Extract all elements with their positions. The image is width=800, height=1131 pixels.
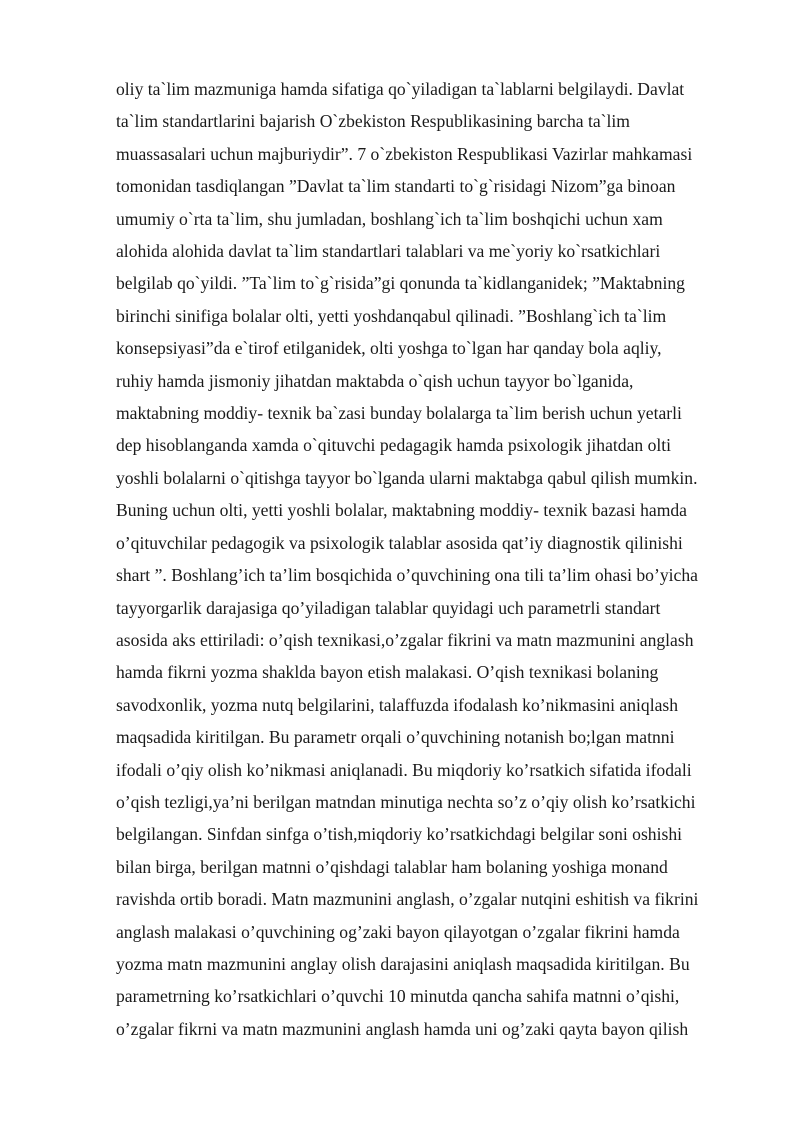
text-line: maktabning moddiy- texnik ba`zasi bunday bolalarga ta`lim berish uchun yetarli xyxy=(116,403,682,424)
text-line: tomonidan tasdiqlangan ”Davlat ta`lim standarti to`g`risidagi Nizom”ga binoan xyxy=(116,176,676,197)
text-line: bilan birga, berilgan matnni o’qishdagi talablar ham bolaning yoshiga monand xyxy=(116,856,668,877)
text-line: anglash malakasi o’quvchining og’zaki bayon qilayotgan o’zgalar fikrini hamda xyxy=(116,921,680,942)
text-line: ta`lim standartlarini bajarish O`zbekiston Respublikasining barcha ta`lim xyxy=(116,111,630,132)
text-line: asosida aks ettiriladi: o’qish texnikasi,o’zgalar fikrini va matn mazmunini anglash xyxy=(116,629,694,650)
text-line: o’qish tezligi,ya’ni berilgan matndan minutiga nechta so’z o’qiy olish ko’rsatkichi xyxy=(116,791,696,812)
text-line: shart ”. Boshlang’ich ta’lim bosqichida o’quvchining ona tili ta’lim ohasi bo’yicha xyxy=(116,565,698,586)
text-line: parametrning ko’rsatkichlari o’quvchi 10 minutda qancha sahifa matnni o’qishi, xyxy=(116,986,680,1007)
text-line: ifodali o’qiy olish ko’nikmasi aniqlanadi. Bu miqdoriy ko’rsatkich sifatida ifodali xyxy=(116,759,692,780)
text-line: yozma matn mazmunini anglay olish darajasini aniqlash maqsadida kiritilgan. Bu xyxy=(116,953,690,974)
text-line: savodxonlik, yozma nutq belgilarini, talaffuzda ifodalash ko’nikmasini aniqlash xyxy=(116,694,679,715)
text-line: Buning uchun olti, yetti yoshli bolalar, maktabning moddiy- texnik bazasi hamda xyxy=(116,500,687,521)
text-line: belgilab qo`yildi. ”Ta`lim to`g`risida”gi qonunda ta`kidlanganidek; ”Maktabning xyxy=(116,273,685,294)
text-line: ravishda ortib boradi. Matn mazmunini anglash, o’zgalar nutqini eshitish va fikrini xyxy=(116,889,699,910)
text-line: oliy ta`lim mazmuniga hamda sifatiga qo`yiladigan ta`lablarni belgilaydi. Davlat xyxy=(116,79,685,99)
text-line: o’qituvchilar pedagogik va psixologik talablar asosida qat’iy diagnostik qilinishi xyxy=(116,532,683,553)
text-line: yoshli bolalarni o`qitishga tayyor bo`lganda ularni maktabga qabul qilish mumkin. xyxy=(116,467,698,488)
text-line: o’zgalar fikrni va matn mazmunini anglash hamda uni og’zaki qayta bayon qilish xyxy=(116,1018,689,1039)
text-line: belgilangan. Sinfdan sinfga o’tish,miqdoriy ko’rsatkichdagi belgilar soni oshishi xyxy=(116,824,683,845)
text-line: tayyorgarlik darajasiga qo’yiladigan talablar quyidagi uch parametrli standart xyxy=(116,597,661,618)
text-line: alohida alohida davlat ta`lim standartlari talablari va me`yoriy ko`rsatkichlari xyxy=(116,241,661,262)
text-line: umumiy o`rta ta`lim, shu jumladan, boshlang`ich ta`lim boshqichi uchun xam xyxy=(116,208,663,229)
text-line: dep hisoblanganda xamda o`qituvchi pedagagik hamda psixologik jihatdan olti xyxy=(116,435,672,456)
text-line: ruhiy hamda jismoniy jihatdan maktabda o`qish uchun tayyor bo`lganida, xyxy=(116,370,634,391)
text-line: konsepsiyasi”da e`tirof etilganidek, olti yoshga to`lgan har qanday bola aqliy, xyxy=(116,338,662,359)
text-line: muassasalari uchun majburiydir”. 7 o`zbekiston Respublikasi Vazirlar mahkamasi xyxy=(116,143,693,164)
text-line: maqsadida kiritilgan. Bu parametr orqali o’quvchining notanish bo;lgan matnni xyxy=(116,727,675,748)
text-line: birinchi sinifiga bolalar olti, yetti yoshdanqabul qilinadi. ”Boshlang`ich ta`lim xyxy=(116,305,667,326)
body-text xyxy=(116,73,756,1045)
text-line: hamda fikrni yozma shaklda bayon etish malakasi. O’qish texnikasi bolaning xyxy=(116,662,659,683)
